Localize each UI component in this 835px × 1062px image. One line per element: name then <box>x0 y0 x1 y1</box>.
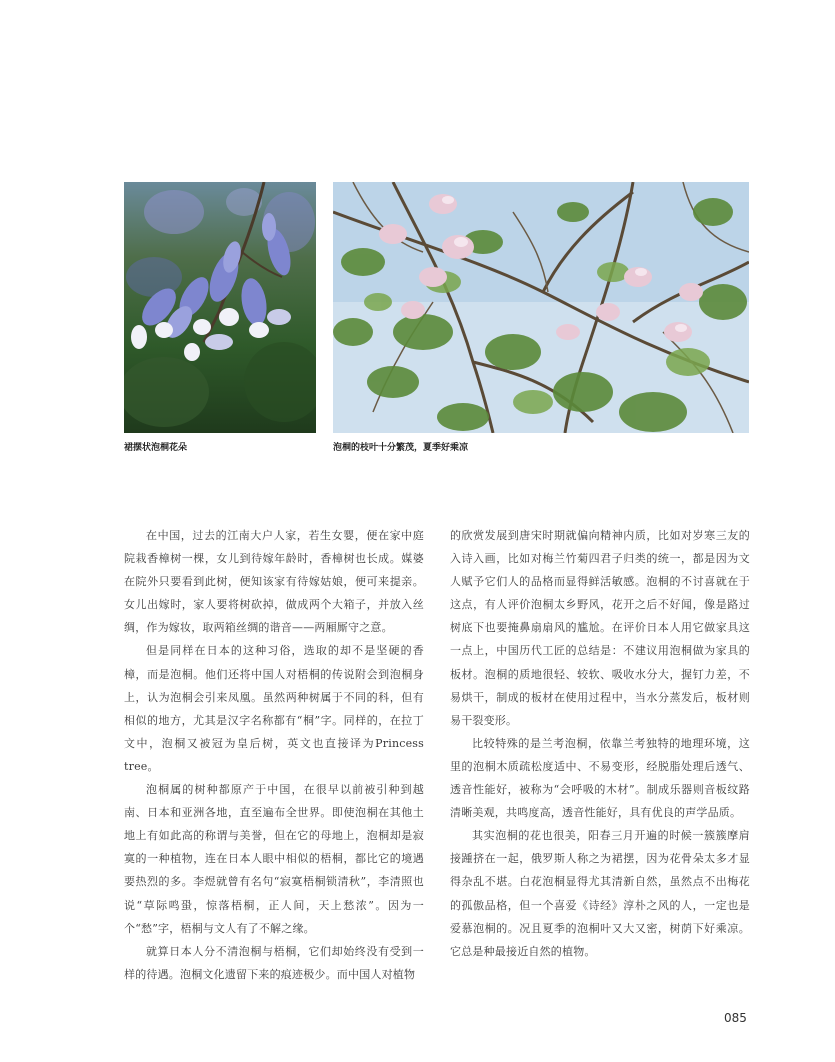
text-column-left <box>124 524 424 986</box>
figure-caption-left: 裙摆状泡桐花朵 <box>124 443 188 453</box>
figure-caption-right: 泡桐的枝叶十分繁茂，夏季好乘凉 <box>333 443 469 453</box>
paragraph: 就算日本人分不清泡桐与梧桐，它们却始终没有受到一样的待遇。泡桐文化遗留下来的痕迹极少。而中国人对植物 <box>124 944 424 981</box>
text-column-right <box>450 524 750 963</box>
page-number: 085 <box>724 1011 747 1025</box>
flower-photo <box>124 182 316 433</box>
paragraph: 在中国，过去的江南大户人家，若生女婴，便在家中庭院栽香樟树一棵，女儿到待嫁年龄时，香樟树也长成。媒婆在院外只要看到此树，便知该家有待嫁姑娘，便可来提亲。女儿出嫁时，家人要将树砍掉，做成两个大箱子，并放入丝绸，作为嫁妆，取两箱丝绸的谐音——两厢厮守之意。 <box>124 529 424 635</box>
paragraph: 比较特殊的是兰考泡桐，依靠兰考独特的地理环境，这里的泡桐木质疏松度适中、不易变形，经脱脂处理后透气、透音性能好，被称为“会呼吸的木材”。制成乐器则音板纹路清晰美观，共鸣度高，透音性能好，具有优良的声学品质。 <box>450 736 750 820</box>
paragraph: 但是同样在日本的这种习俗，选取的却不是坚硬的香樟，而是泡桐。他们还将中国人对梧桐的传说附会到泡桐身上，认为泡桐会引来凤凰。虽然两种树属于不同的科，但有相似的地方，尤其是汉字名称都有“桐”字。同样的，在拉丁文中，泡桐又被冠为皇后树，英文也直接译为Princess tree。 <box>124 644 424 773</box>
canopy-photo <box>333 182 749 433</box>
paragraph: 其实泡桐的花也很美，阳春三月开遍的时候一簇簇摩肩接踵挤在一起，俄罗斯人称之为裙摆，因为花骨朵太多才显得杂乱不堪。白花泡桐显得尤其清新自然，虽然点不出梅花的孤傲品格，但一个喜爱《诗经》淳朴之风的人，一定也是爱慕泡桐的。况且夏季的泡桐叶又大又密，树荫下好乘凉。它总是种最接近自然的植物。 <box>450 829 750 958</box>
paragraph-continuation: 的欣赏发展到唐宋时期就偏向精神内质，比如对岁寒三友的入诗入画，比如对梅兰竹菊四君子归类的统一，都是因为文人赋予它们人的品格而显得鲜活敏感。泡桐的不讨喜就在于这点，有人评价泡桐太乡野风，花开之后不好闻，像是路过树底下也要掩鼻扇扇风的尴尬。在评价日本人用它做家具这一点上，中国历代工匠的总结是：不建议用泡桐做为家具的板材。泡桐的质地很轻、较软、吸收水分大，握钉力差，不易烘干，制成的板材在使用过程中，当水分蒸发后，板材则易干裂变形。 <box>450 529 750 727</box>
paragraph: 泡桐属的树种都原产于中国，在很早以前被引种到越南、日本和亚洲各地，直至遍布全世界。即使泡桐在其他土地上有如此高的称谓与美誉，但在它的母地上，泡桐却是寂寞的一种植物，连在日本人眼中相似的梧桐，都比它的境遇要热烈的多。李煜就曾有名句“寂寞梧桐锁清秋”，李清照也说“草际鸣蛩，惊落梧桐，正人间，天上愁浓”。因为一个“愁”字，梧桐与文人有了不解之缘。 <box>124 783 424 935</box>
